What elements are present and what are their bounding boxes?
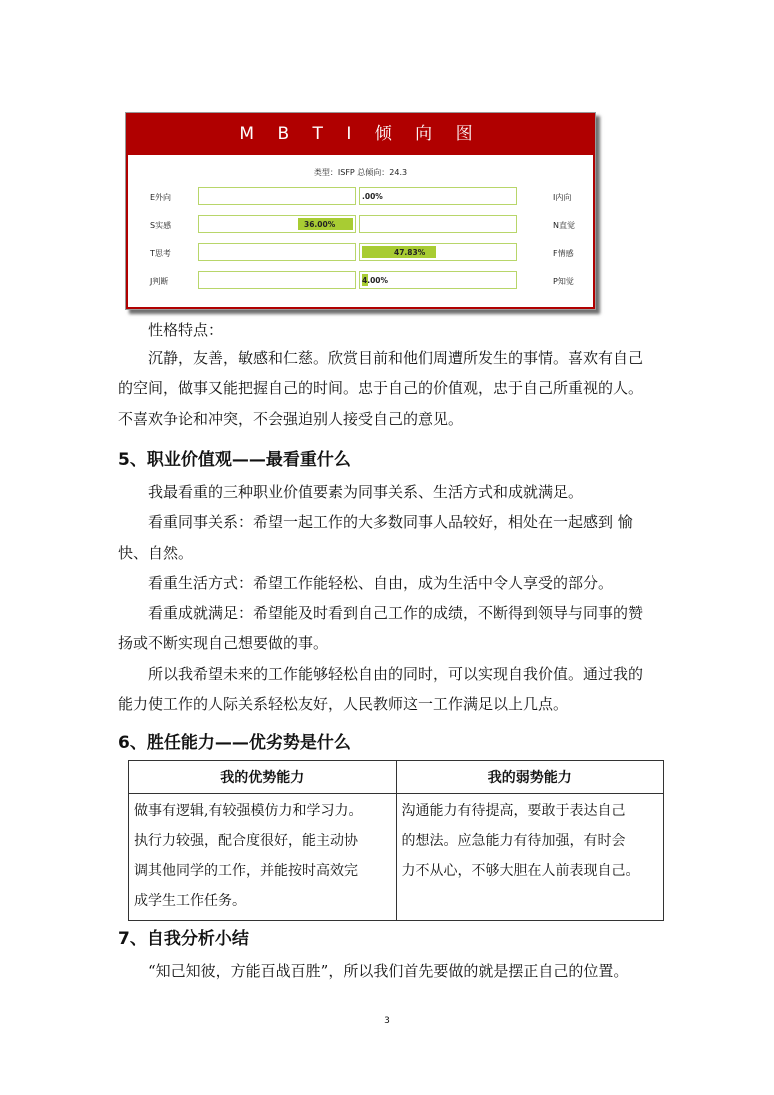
section5-heading: 5、职业价值观——最看重什么 (118, 450, 351, 470)
strength-line: 成学生工作任务。 (134, 893, 246, 909)
section6-heading: 6、胜任能力——优劣势是什么 (118, 733, 351, 753)
mbti-right-label: P知觉 (553, 277, 574, 286)
mbti-left-label: S实感 (150, 221, 172, 230)
section5-line: 所以我希望未来的工作能够轻松自由的同时，可以实现自我价值。通过我的 (148, 665, 644, 683)
section7-heading: 7、自我分析小结 (118, 929, 249, 949)
mbti-bar-value: .00% (362, 192, 383, 201)
strength-line: 调其他同学的工作，并能按时高效完 (134, 863, 358, 879)
mbti-chart (125, 112, 596, 310)
section5-line: 看重成就满足：希望能及时看到自己工作的成绩，不断得到领导与同事的赞 (148, 604, 644, 622)
weakness-line: 沟通能力有待提高，要敢于表达自己 (401, 803, 626, 819)
section5-line: 能力使工作的人际关系轻松友好，人民教师这一工作满足以上几点。 (118, 695, 569, 713)
mbti-bar-value: 36.00% (304, 220, 336, 229)
mbti-type-line: 类型：ISFP 总倾向：24.3 (313, 168, 408, 177)
section5-line: 快、自然。 (118, 544, 194, 562)
weaknesses-header: 我的弱势能力 (396, 761, 664, 794)
section7-line: “知己知彼，方能百战百胜”，所以我们首先要做的就是摆正自己的位置。 (148, 962, 629, 980)
weaknesses-cell (396, 794, 664, 921)
ability-table (128, 760, 664, 921)
strength-line: 做事有逻辑,有较强模仿力和学习力。 (134, 803, 363, 819)
mbti-title: M B T I 倾 向 图 (126, 113, 595, 155)
strengths-header: 我的优势能力 (129, 761, 397, 794)
traits-heading: 性格特点： (148, 321, 224, 339)
traits-line: 不喜欢争论和冲突，不会强迫别人接受自己的意见。 (118, 410, 464, 428)
mbti-right-bar (359, 243, 517, 261)
strength-line: 执行力较强，配合度很好，能主动协 (134, 833, 358, 849)
section5-line: 我最看重的三种职业价值要素为同事关系、生活方式和成就满足。 (148, 483, 584, 501)
mbti-right-label: I内向 (553, 193, 572, 202)
mbti-bar-value: 4.00% (362, 276, 389, 285)
section5-line: 看重同事关系：希望一起工作的大多数同事人品较好，相处在一起感到 愉 (148, 513, 633, 531)
mbti-bar-value: 47.83% (394, 248, 426, 257)
weakness-line: 的想法。应急能力有待加强，有时会 (401, 833, 626, 849)
traits-line: 的空间，做事又能把握自己的时间。忠于自己的价值观，忠于自己所重视的人。 (118, 379, 644, 397)
mbti-left-label: J判断 (150, 277, 169, 286)
section5-line: 看重生活方式：希望工作能轻松、自由，成为生活中令人享受的部分。 (148, 574, 614, 592)
mbti-right-label: F情感 (553, 249, 574, 258)
weakness-line: 力不从心，不够大胆在人前表现自己。 (401, 863, 640, 879)
mbti-right-label: N直觉 (553, 221, 575, 230)
traits-line: 沉静，友善，敏感和仁慈。欣赏目前和他们周遭所发生的事情。喜欢有自己 (148, 349, 644, 367)
page-number: 3 (384, 1016, 390, 1026)
mbti-right-bar (359, 215, 517, 233)
mbti-left-bar (198, 215, 356, 233)
mbti-left-bar (198, 271, 356, 289)
mbti-left-label: E外向 (150, 193, 172, 202)
mbti-body (126, 155, 595, 309)
mbti-right-bar (359, 187, 517, 205)
section5-line: 扬或不断实现自己想要做的事。 (118, 634, 329, 652)
mbti-left-label: T思考 (150, 249, 171, 258)
mbti-left-bar (198, 243, 356, 261)
mbti-right-bar (359, 271, 517, 289)
mbti-left-bar (198, 187, 356, 205)
strengths-cell (129, 794, 397, 921)
